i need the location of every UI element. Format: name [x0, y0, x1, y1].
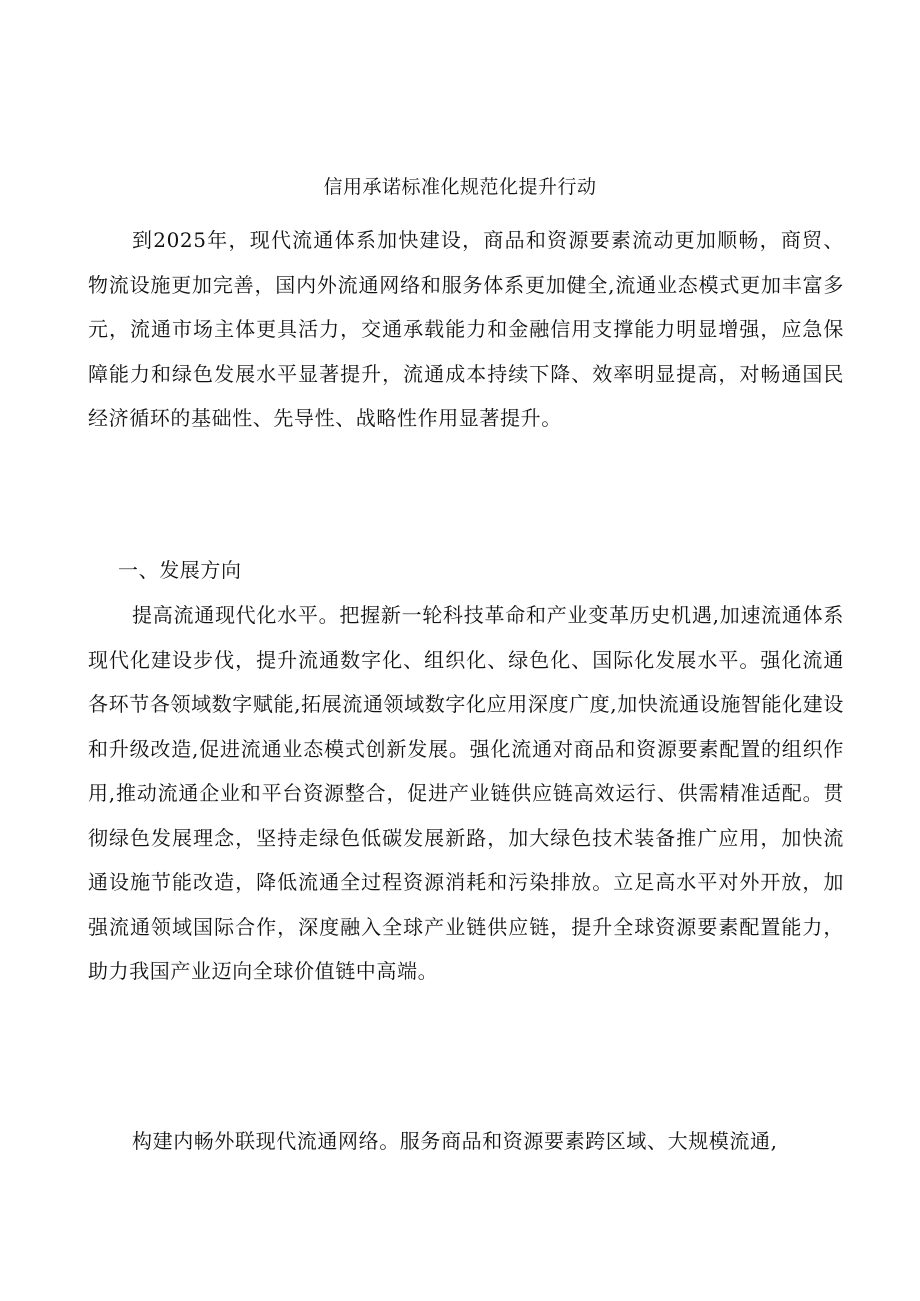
paragraph-modernization: 提高流通现代化水平。把握新一轮科技革命和产业变革历史机遇,加速流通体系现代化建设步伐，提升流通数字化、组织化、绿色化、国际化发展水平。强化流通各环节各领域数字赋能,拓展流通领域数字化应用深度广度,加快流通设施智能化建设和升级改造,促进流通业态模式创新发展。强化流通对商品和资源要素配置的组织作用,推动流通企业和平台资源整合，促进产业链供应链高效运行、供需精准适配。贯彻绿色发展理念，坚持走绿色低碳发展新路，加大绿色技术装备推广应用，加快流通设施节能改造，降低流通全过程资源消耗和污染排放。立足高水平对外开放，加强流通领域国际合作，深度融入全球产业链供应链，提升全球资源要素配置能力，助力我国产业迈向全球价值链中高端。 — [88, 603, 844, 983]
section-heading: 一、发展方向 — [118, 558, 242, 582]
paragraph-intro: 到2025年，现代流通体系加快建设，商品和资源要素流动更加顺畅，商贸、物流设施更加完善，国内外流通网络和服务体系更加健全,流通业态模式更加丰富多元，流通市场主体更具活力，交通承载能力和金融信用支撑能力明显增强，应急保障能力和绿色发展水平显著提升，流通成本持续下降、效率明显提高，对畅通国民经济循环的基础性、先导性、战略性作用显著提升。 — [88, 228, 844, 430]
document-title: 信用承诺标准化规范化提升行动 — [323, 176, 597, 198]
paragraph-network: 构建内畅外联现代流通网络。服务商品和资源要素跨区域、大规模流通, — [132, 1129, 778, 1153]
